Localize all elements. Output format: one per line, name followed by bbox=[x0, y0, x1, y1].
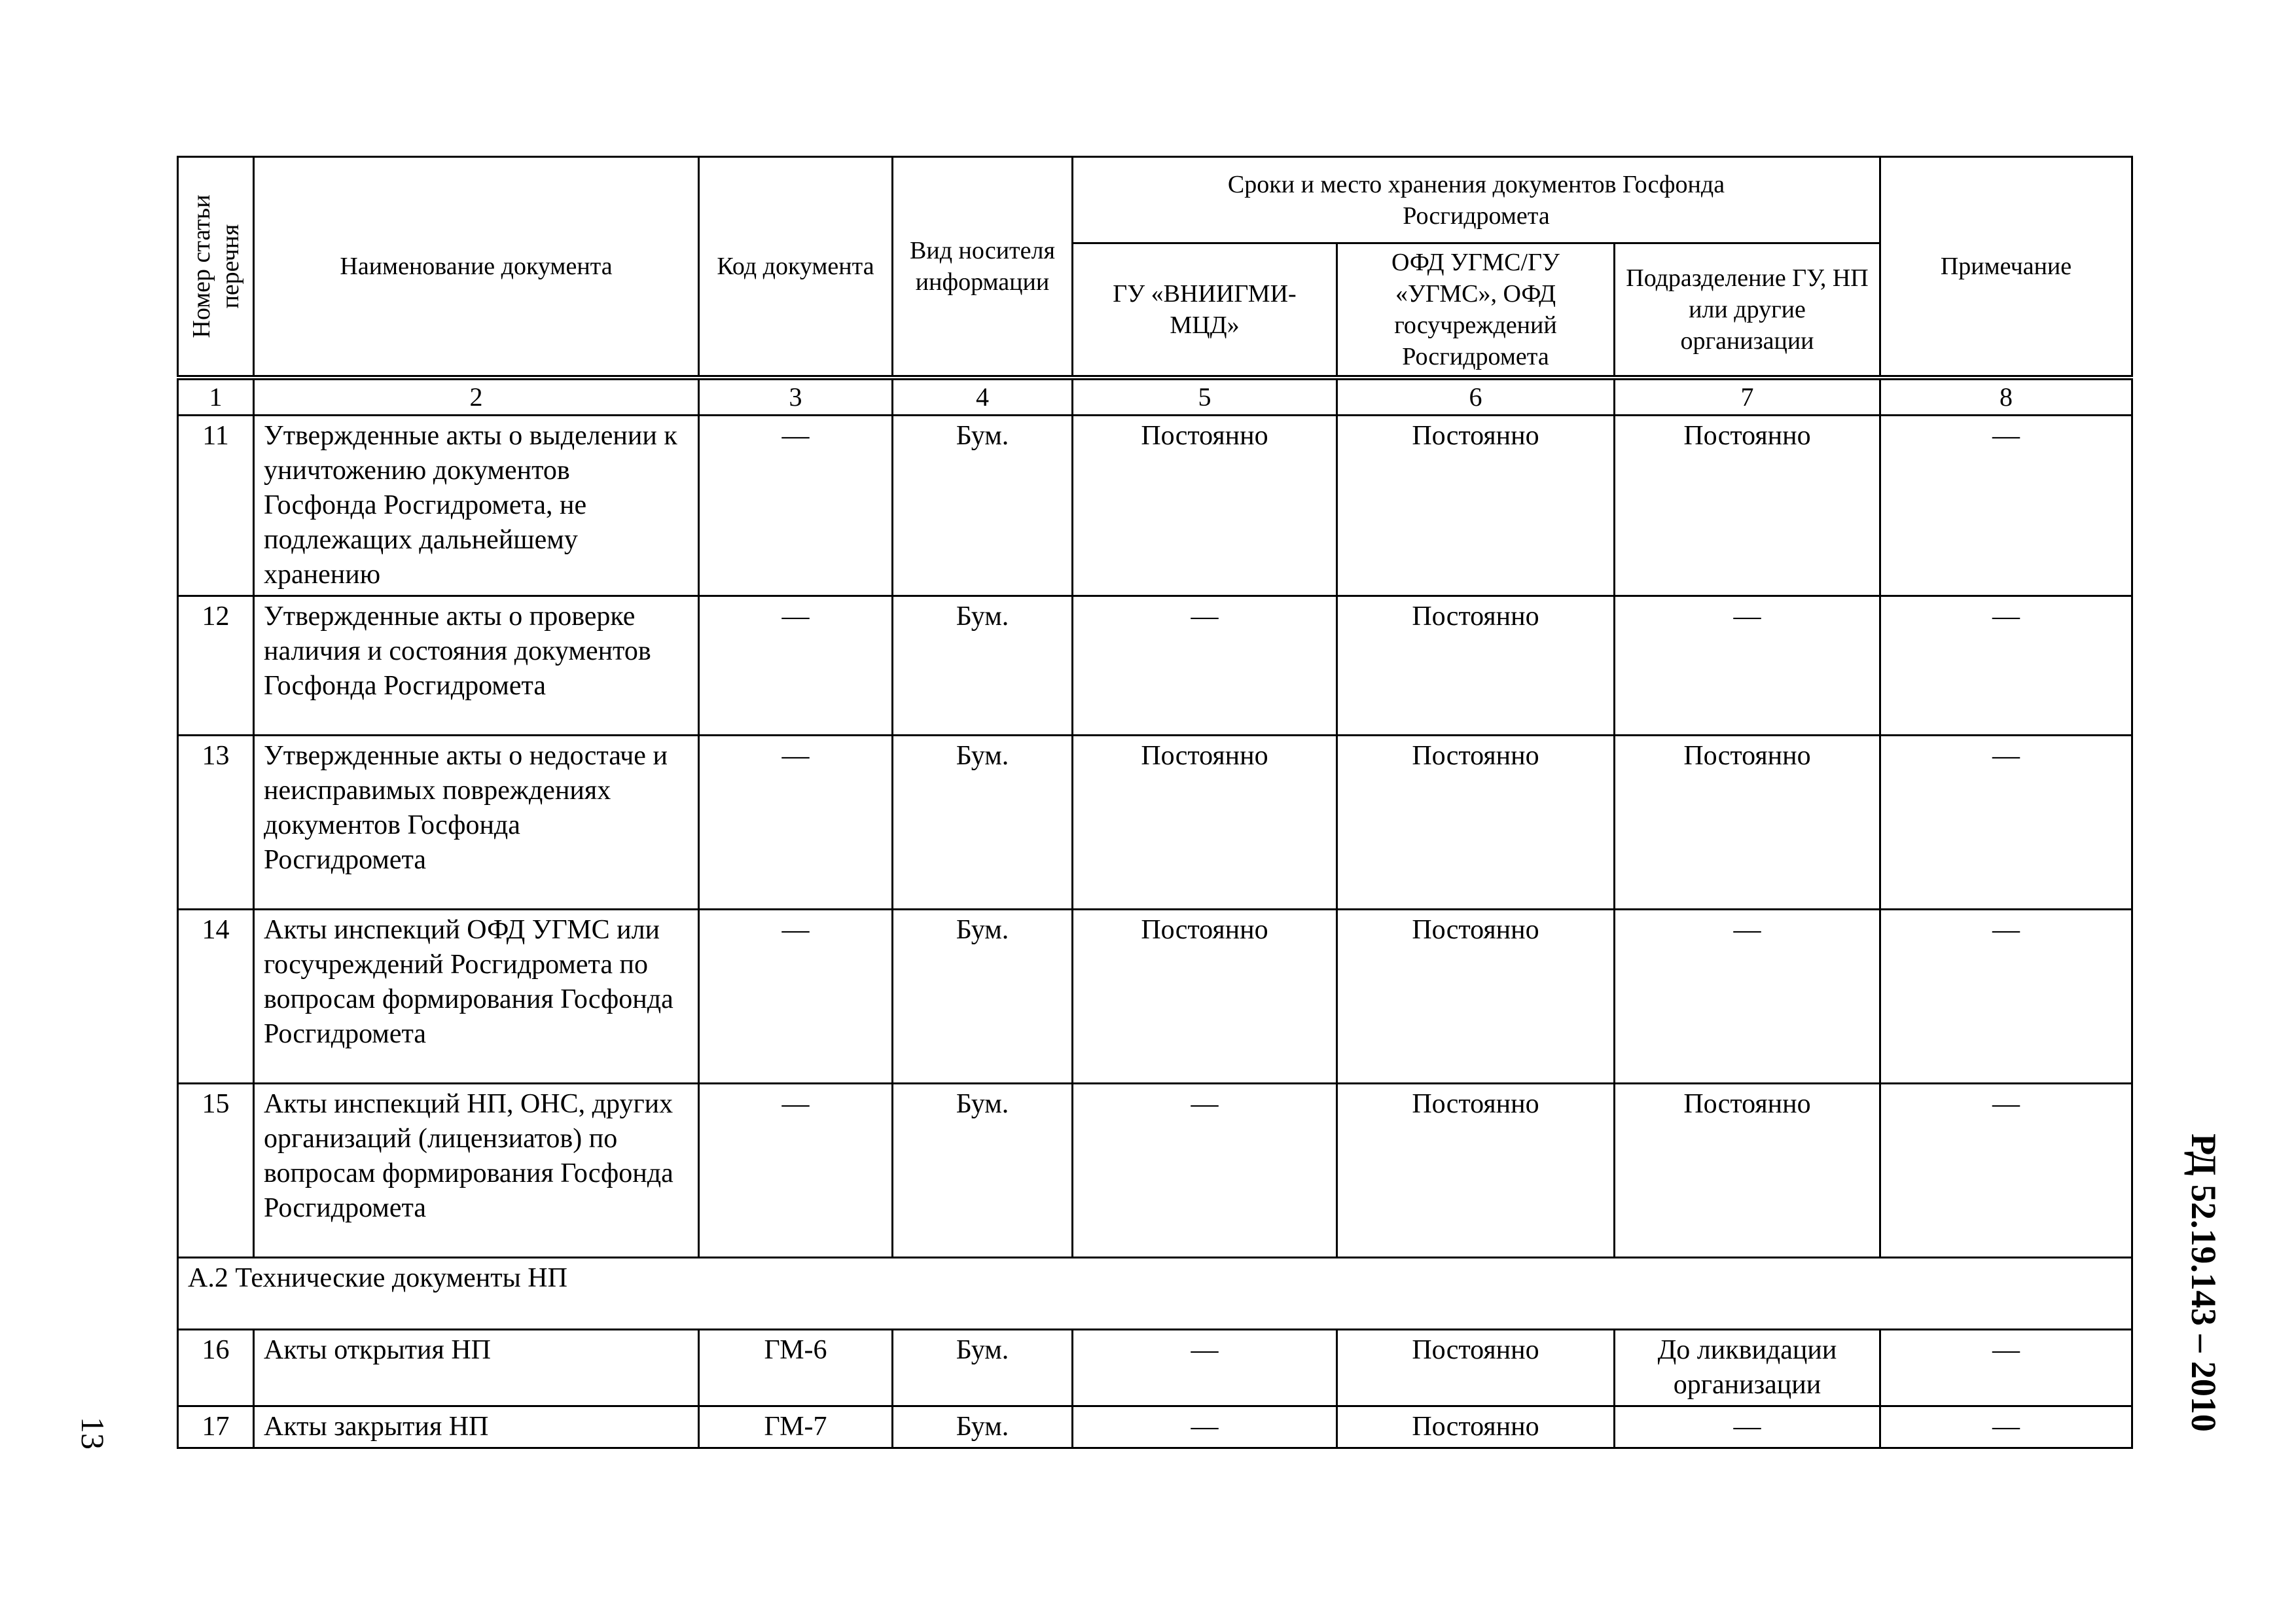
row-division: — bbox=[1615, 910, 1880, 1084]
row-medium: Бум. bbox=[893, 1406, 1073, 1448]
row-code: — bbox=[699, 736, 893, 910]
col-number-2: 2 bbox=[254, 378, 699, 416]
header-document-name: Наименование документа bbox=[254, 157, 699, 378]
row-division: Постоянно bbox=[1615, 416, 1880, 596]
header-article-number-label: Номер статьи перечня bbox=[187, 194, 244, 338]
row-ofd: Постоянно bbox=[1337, 1406, 1615, 1448]
row-vniigmi: — bbox=[1073, 596, 1337, 736]
row-vniigmi: — bbox=[1073, 1330, 1337, 1406]
row-code: — bbox=[699, 1084, 893, 1258]
row-division: Постоянно bbox=[1615, 1084, 1880, 1258]
row-division: До ликвидации организации bbox=[1615, 1330, 1880, 1406]
table-row bbox=[178, 736, 2132, 910]
row-note: — bbox=[1880, 910, 2132, 1084]
row-note: — bbox=[1880, 1084, 2132, 1258]
row-ofd: Постоянно bbox=[1337, 910, 1615, 1084]
header-note: Примечание bbox=[1880, 157, 2132, 378]
row-vniigmi: — bbox=[1073, 1084, 1337, 1258]
page-number-text: 13 bbox=[75, 1417, 111, 1450]
row-number: 13 bbox=[178, 736, 254, 910]
table-row bbox=[178, 1084, 2132, 1258]
section-title: А.2 Технические документы НП bbox=[178, 1258, 2132, 1330]
row-medium: Бум. bbox=[893, 1330, 1073, 1406]
row-division: — bbox=[1615, 1406, 1880, 1448]
row-note: — bbox=[1880, 736, 2132, 910]
row-number: 16 bbox=[178, 1330, 254, 1406]
header-storage-group: Сроки и место хранения документов Госфонда Росгидромета bbox=[1073, 157, 1880, 243]
col-number-6: 6 bbox=[1337, 378, 1615, 416]
col-number-7: 7 bbox=[1615, 378, 1880, 416]
row-document-name: Акты инспекций ОФД УГМС или госучреждений Росгидромета по вопросам формирования Госфонда Росгидромета bbox=[254, 910, 699, 1084]
row-code: — bbox=[699, 910, 893, 1084]
row-vniigmi: — bbox=[1073, 1406, 1337, 1448]
page-number bbox=[73, 1407, 113, 1459]
row-medium: Бум. bbox=[893, 910, 1073, 1084]
row-medium: Бум. bbox=[893, 1084, 1073, 1258]
standard-code bbox=[2184, 1126, 2223, 1440]
row-ofd: Постоянно bbox=[1337, 736, 1615, 910]
col-number-1: 1 bbox=[178, 378, 254, 416]
row-note: — bbox=[1880, 596, 2132, 736]
row-division: — bbox=[1615, 596, 1880, 736]
table-row bbox=[178, 416, 2132, 596]
header-article-number bbox=[178, 157, 254, 378]
row-number: 11 bbox=[178, 416, 254, 596]
header-ofd: ОФД УГМС/ГУ «УГМС», ОФД госучреждений Росгидромета bbox=[1337, 243, 1615, 378]
row-code: — bbox=[699, 416, 893, 596]
row-number: 14 bbox=[178, 910, 254, 1084]
row-medium: Бум. bbox=[893, 596, 1073, 736]
header-division: Подразделение ГУ, НП или другие организации bbox=[1615, 243, 1880, 378]
row-vniigmi: Постоянно bbox=[1073, 736, 1337, 910]
row-ofd: Постоянно bbox=[1337, 416, 1615, 596]
col-number-5: 5 bbox=[1073, 378, 1337, 416]
col-number-3: 3 bbox=[699, 378, 893, 416]
row-vniigmi: Постоянно bbox=[1073, 910, 1337, 1084]
standard-code-text: РД 52.19.143 – 2010 bbox=[2184, 1133, 2223, 1432]
row-document-name: Акты инспекций НП, ОНС, других организаций (лицензиатов) по вопросам формирования Госфонда Росгидромета bbox=[254, 1084, 699, 1258]
row-code: ГМ-6 bbox=[699, 1330, 893, 1406]
document-table bbox=[177, 156, 2133, 1449]
row-division: Постоянно bbox=[1615, 736, 1880, 910]
header-vniigmi: ГУ «ВНИИГМИ-МЦД» bbox=[1073, 243, 1337, 378]
row-code: ГМ-7 bbox=[699, 1406, 893, 1448]
table-row bbox=[178, 596, 2132, 736]
row-ofd: Постоянно bbox=[1337, 1084, 1615, 1258]
row-number: 15 bbox=[178, 1084, 254, 1258]
row-code: — bbox=[699, 596, 893, 736]
row-medium: Бум. bbox=[893, 416, 1073, 596]
row-ofd: Постоянно bbox=[1337, 596, 1615, 736]
row-document-name: Утвержденные акты о выделении к уничтожению документов Госфонда Росгидромета, не подлежащих дальнейшему хранению bbox=[254, 416, 699, 596]
row-document-name: Акты открытия НП bbox=[254, 1330, 699, 1406]
table-row bbox=[178, 910, 2132, 1084]
row-note: — bbox=[1880, 1406, 2132, 1448]
table-row bbox=[178, 1406, 2132, 1448]
row-document-name: Утвержденные акты о проверке наличия и состояния документов Госфонда Росгидромета bbox=[254, 596, 699, 736]
section-row bbox=[178, 1258, 2132, 1330]
row-note: — bbox=[1880, 416, 2132, 596]
row-document-name: Акты закрытия НП bbox=[254, 1406, 699, 1448]
header-document-code: Код документа bbox=[699, 157, 893, 378]
row-ofd: Постоянно bbox=[1337, 1330, 1615, 1406]
row-number: 12 bbox=[178, 596, 254, 736]
row-document-name: Утвержденные акты о недостаче и неисправимых повреждениях документов Госфонда Росгидромета bbox=[254, 736, 699, 910]
row-note: — bbox=[1880, 1330, 2132, 1406]
col-number-8: 8 bbox=[1880, 378, 2132, 416]
table-row bbox=[178, 1330, 2132, 1406]
row-number: 17 bbox=[178, 1406, 254, 1448]
header-medium: Вид носителя информации bbox=[893, 157, 1073, 378]
row-medium: Бум. bbox=[893, 736, 1073, 910]
row-vniigmi: Постоянно bbox=[1073, 416, 1337, 596]
col-number-4: 4 bbox=[893, 378, 1073, 416]
